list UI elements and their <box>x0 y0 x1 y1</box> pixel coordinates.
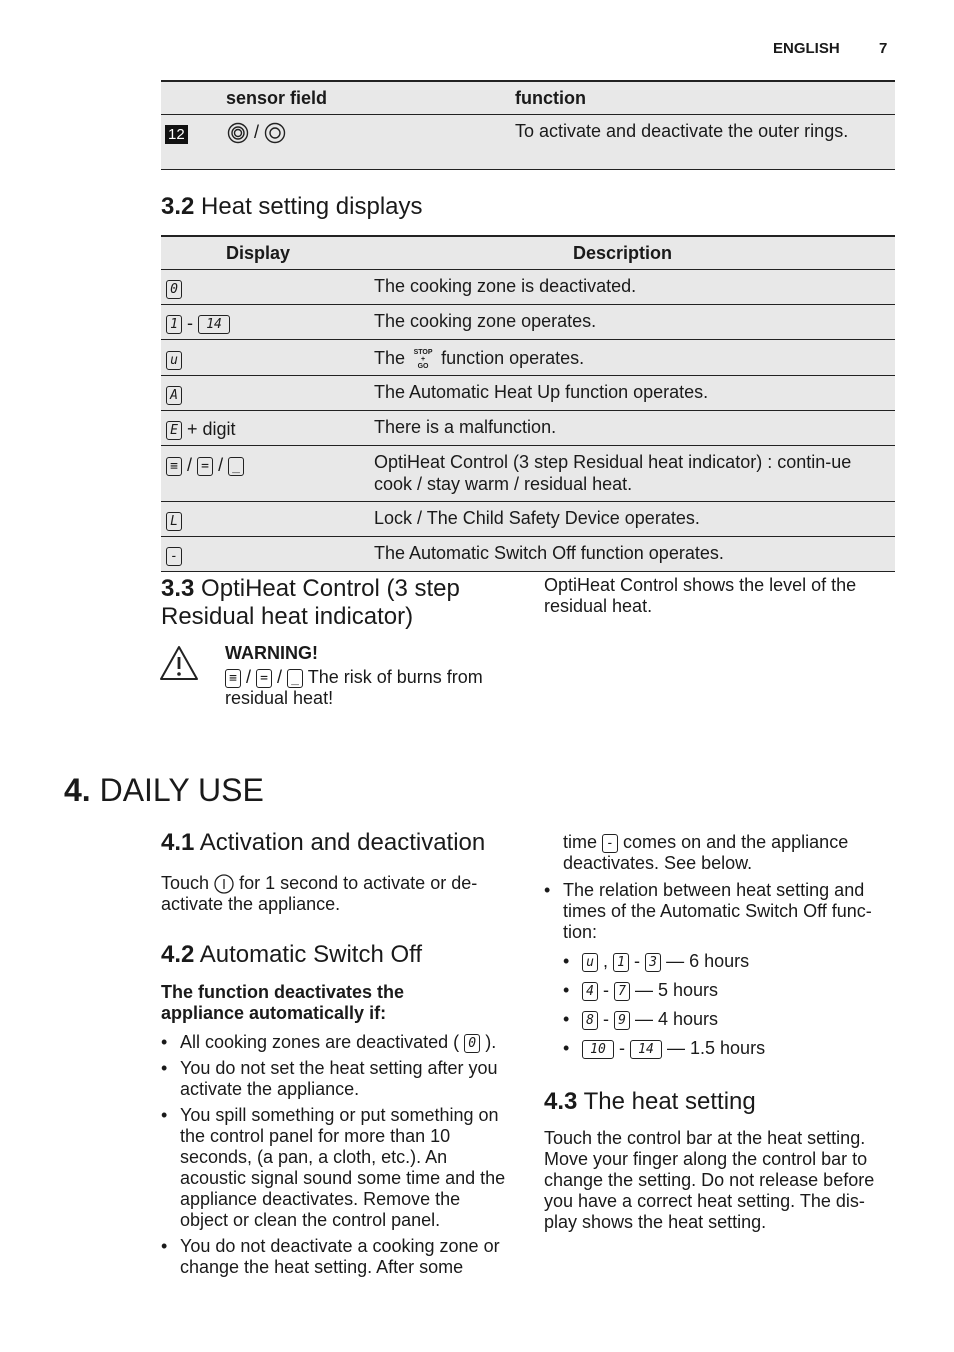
display-glyph: 9 <box>614 1011 630 1030</box>
list-item: • You do not deactivate a cooking zone or change the heat setting. After some <box>161 1236 506 1278</box>
warning-text: ≡ / = / _ The risk of burns from residual heat! <box>225 667 483 708</box>
outer-ring-on-icon <box>227 122 249 144</box>
display-glyph: = <box>256 669 272 688</box>
section-heading-3-3: 3.3 OptiHeat Control (3 step Residual heat indicator) <box>161 575 460 630</box>
column-header-display: Display <box>226 243 291 263</box>
display-glyph: 7 <box>614 982 630 1001</box>
list-item: • All cooking zones are deactivated ( 0 ). <box>161 1032 506 1053</box>
column-header-function: function <box>515 88 586 108</box>
row-description: The cooking zone operates. <box>374 311 597 331</box>
separator: / <box>254 122 260 142</box>
table-row: 1 - 14 The cooking zone operates. <box>161 305 895 340</box>
row-description: The Automatic Heat Up function operates. <box>374 382 709 402</box>
display-glyph: u <box>166 351 182 370</box>
display-glyph: 1 <box>166 315 182 334</box>
display-glyph: 0 <box>166 280 182 299</box>
row-description: Lock / The Child Safety Device operates. <box>374 508 700 528</box>
row-description: OptiHeat Control (3 step Residual heat indicator) : contin-ue cook / stay warm / residual heat. <box>374 452 852 494</box>
activation-text: Touch for 1 second to activate or de-activate the appliance. <box>161 873 478 915</box>
chapter-heading: 4. DAILY USE <box>64 772 264 808</box>
list-item: • 8 - 9 — 4 hours <box>563 1009 883 1030</box>
display-glyph: 0 <box>464 1034 480 1053</box>
table-row <box>161 502 895 537</box>
table-row: E + digit There is a malfunction. <box>161 411 895 446</box>
section-heading-4-1: 4.1 Activation and deactivation <box>161 829 486 856</box>
auto-off-conditions <box>161 1032 506 1278</box>
display-glyph: 8 <box>582 1011 598 1030</box>
column-header-description: Description <box>573 243 673 263</box>
page-number: 7 <box>879 40 888 57</box>
display-glyph: 14 <box>630 1040 662 1059</box>
display-glyph: - <box>602 834 618 853</box>
display-glyph: _ <box>228 457 244 476</box>
power-icon <box>214 874 234 894</box>
sensor-field-table <box>161 80 895 170</box>
display-glyph: 10 <box>582 1040 614 1059</box>
auto-off-lead: The function deactivates the appliance automatically if: <box>161 982 405 1023</box>
stop-go-icon: STOP + GO <box>413 348 433 370</box>
table-row <box>161 270 895 305</box>
display-glyph: A <box>166 386 182 405</box>
warning-triangle-icon <box>159 645 199 681</box>
display-glyph: 3 <box>645 953 661 972</box>
section-heading-4-3: 4.3 The heat setting <box>544 1088 756 1115</box>
display-glyph: 14 <box>198 315 230 334</box>
display-glyph: = <box>197 457 213 476</box>
table-header-row <box>161 237 895 270</box>
display-glyph: 1 <box>613 953 629 972</box>
row-description: The cooking zone is deactivated. <box>374 276 637 296</box>
auto-off-relation <box>544 880 889 943</box>
row-number-badge: 12 <box>165 125 188 144</box>
list-item: • 10 - 14 — 1.5 hours <box>563 1038 883 1059</box>
list-item: • You spill something or put something on the control panel for more than 10 seconds, (a pan, a cloth, etc.). An acoustic signal sound some time and the appliance deactivates. Remove the object or clean the control panel. <box>161 1105 506 1231</box>
table-row <box>161 537 895 572</box>
auto-off-time-list <box>563 951 883 1059</box>
table-row <box>161 340 895 376</box>
function-description: To activate and deactivate the outer rings. <box>515 121 849 141</box>
heat-setting-display-table <box>161 235 895 572</box>
optiheat-description: OptiHeat Control shows the level of the residual heat. <box>544 575 857 616</box>
display-glyph: L <box>166 512 182 531</box>
display-glyph: E <box>166 421 182 440</box>
column-header-sensor-field: sensor field <box>226 88 328 108</box>
outer-ring-off-icon <box>264 122 286 144</box>
display-glyph: - <box>166 547 182 566</box>
list-item: • 4 - 7 — 5 hours <box>563 980 883 1001</box>
display-glyph: ≡ <box>225 669 241 688</box>
display-glyph: _ <box>287 669 303 688</box>
row-description: The STOP + GO function operates. <box>374 348 585 370</box>
auto-off-continuation: time - comes on and the appliance deactivates. See below. <box>563 832 849 873</box>
row-description: The Automatic Switch Off function operates. <box>374 543 724 563</box>
heat-setting-text: Touch the control bar at the heat setting. Move your finger along the control bar to change the setting. Do not release before you have a correct heat setting. The dis-play shows the heat setting. <box>544 1128 875 1232</box>
table-header-row <box>161 82 895 115</box>
table-row <box>161 376 895 411</box>
section-heading-4-2: 4.2 Automatic Switch Off <box>161 941 423 968</box>
table-row <box>161 115 895 170</box>
row-description: There is a malfunction. <box>374 417 557 437</box>
display-glyph: u <box>582 953 598 972</box>
list-item: • You do not set the heat setting after you activate the appliance. <box>161 1058 506 1100</box>
display-glyph: ≡ <box>166 457 182 476</box>
display-glyph: 4 <box>582 982 598 1001</box>
section-heading-3-2: 3.2 Heat setting displays <box>161 193 423 220</box>
language-label: ENGLISH <box>773 40 840 57</box>
list-item: • u , 1 - 3 — 6 hours <box>563 951 883 972</box>
table-row: ≡ / = / _ OptiHeat Control (3 step Residual heat indicator) : contin-ue cook / stay warm / residual heat. <box>161 446 895 502</box>
warning-label: WARNING! <box>225 643 318 663</box>
list-item: • The relation between heat setting and times of the Automatic Switch Off func-tion: <box>544 880 889 943</box>
